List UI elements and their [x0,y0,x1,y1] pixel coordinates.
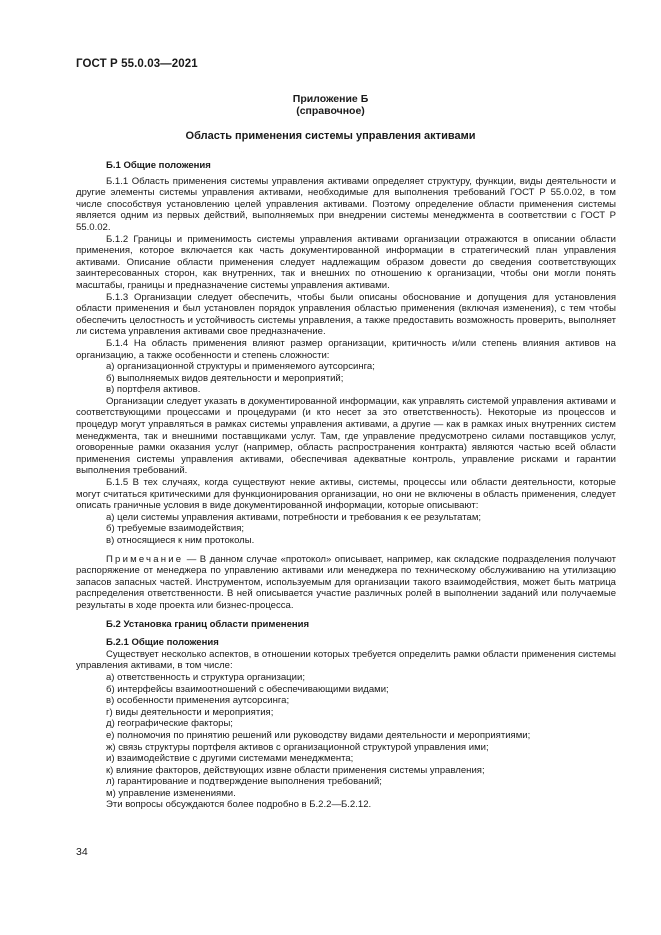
paragraph-b1-2: Б.1.2 Границы и применимость системы управления активами организации отражаются в описании области применения, которое включается как часть документированной информации в стратегический план управления активами. Описание области применения следует надлежащим образом довести до сведения соответствующих заинтересованных сторон, как внутренних, так и внешних по отношению к организации, чтобы они могли понять масштабы, границы и предназначение системы управления активами. [76,233,616,291]
list-item: а) ответственность и структура организации; [106,671,305,683]
paragraph-b2-1: Существует несколько аспектов, в отношении которых требуется определить рамки области применения системы управления активами, в том числе: [76,648,616,672]
list-item: а) цели системы управления активами, потребности и требования к ее результатам; [106,511,482,523]
list-item: е) полномочия по принятию решений или руководству видами деятельности и мероприятиями; [106,729,531,741]
list-item: в) особенности применения аутсорсинга; [106,695,290,707]
note-text: — В данном случае «протокол» описывает, например, как складские подразделения получают распоряжение от менеджера по управлению активами или менеджера по техническому обслуживанию на утилизацию запасов запасных частей. Инструментом, используемым для организации такого взаимодействия, может быть матрица распределения ответственности. В ней описывается участие различных ролей в выполнении заданий или получаемые результаты в ходе проекта или бизнес-процесса. [76,553,616,611]
note-label: Примечание [106,553,184,565]
list-item: а) организационной структуры и применяемого аутсорсинга; [106,361,375,373]
section-heading-b2: Б.2 Установка границ области применения [106,618,310,630]
paragraph-b1-3: Б.1.3 Организации следует обеспечить, чтобы были описаны обоснование и допущения для установления области применения и был установлен порядок управления областью применения (включая изменения), с тем чтобы обеспечить целостность и устойчивость системы управления, а также предоставить возможность проверить, выполняет ли система управления активами свое предназначение. [76,291,616,338]
appendix-title: Приложение Б [292,93,369,105]
list-item: б) интерфейсы взаимоотношений с обеспечивающими видами; [106,683,389,695]
list-item: в) относящиеся к ним протоколы. [106,535,255,546]
note [76,554,616,612]
appendix-subtitle: (справочное) [296,105,365,117]
list-item: и) взаимодействие с другими системами менеджмента; [106,753,354,765]
paragraph-b1-4: Б.1.4 На область применения влияют размер организации, критичность и/или степень влияния активов на организацию, а также особенности и степень сложности: [76,337,616,361]
section-heading-b1: Б.1 Общие положения [106,160,211,171]
paragraph-b1-1: Б.1.1 Область применения системы управления активами определяет структуру, функции, виды деятельности и другие элементы системы управления активами, необходимые для выполнения требований ГОСТ Р 55.0.02, в том числе способствуя установлению целей управления активами. Поэтому определение области применения системы является одним из первых действий, выполняемых при внедрении системы менеджмента в соответствии с ГОСТ Р 55.0.02. [76,175,616,233]
list-item: б) выполняемых видов деятельности и мероприятий; [106,372,344,384]
document-body [76,160,616,811]
list-item: ж) связь структуры портфеля активов с организационной структурой управления ими; [106,741,489,753]
list-item: в) портфеля активов. [106,384,201,396]
paragraph-b1-4-cont: Организации следует указать в документированной информации, как управлять системой управления активами и соответствующими процессами и процедурами (и кто несет за это ответственность). Некоторые из процессов и процедур могут управляться в рамках системы управления активами, а другие — как в рамках иных внутренних систем менеджмента, так и внешними поставщиками услуг. Там, где управление предусмотрено силами поставщиков услуг, оговоренные рамки оказания услуг (например, область распространения контракта) являются частью всей области применения системы управления активами, обеспечивая адекватные контроль, управление рисками и гарантии выполнения требований. [76,395,616,477]
subsection-heading-b2-1: Б.2.1 Общие положения [106,637,219,649]
document-title: Область применения системы управления активами [185,130,476,142]
paragraph-b1-5: Б.1.5 В тех случаях, когда существуют некие активы, системы, процессы или области деятельности, которые могут считаться критическими для функционирования организации, но они не включены в область применения, следует описать граничные условия в виде документированной информации, которые описывают: [76,477,616,512]
list-item: б) требуемые взаимодействия; [106,523,245,535]
list-item: л) гарантирование и подтверждение выполнения требований; [106,776,382,788]
list-item: г) виды деятельности и мероприятия; [106,706,274,718]
list-item: д) географические факторы; [106,718,233,730]
closing-line: Эти вопросы обсуждаются более подробно в Б.2.2—Б.2.12. [106,799,372,811]
standard-header: ГОСТ Р 55.0.03—2021 [76,58,198,70]
page-number: 34 [76,846,88,858]
list-item: м) управление изменениями. [106,787,236,799]
list-item: к) влияние факторов, действующих извне области применения системы управления; [106,764,485,776]
